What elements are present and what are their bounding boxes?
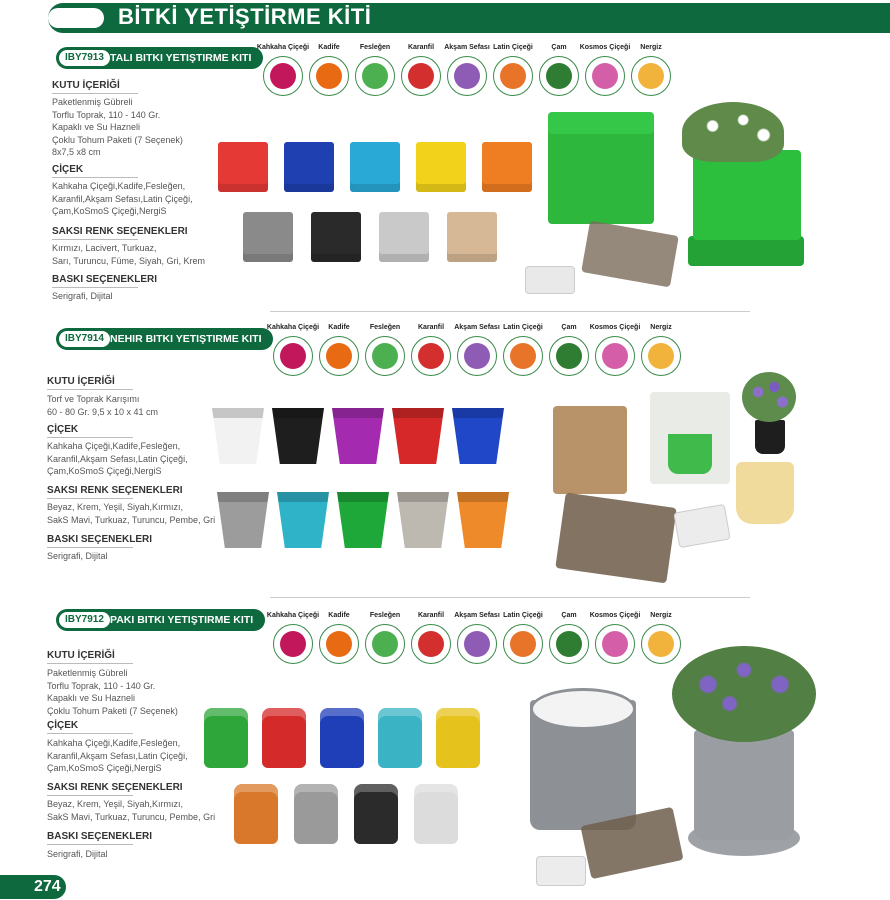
flower-label: Kahkaha Çiçeği <box>266 612 320 619</box>
product-name: NEHIR BITKI YETIŞTIRME KITI <box>110 333 262 345</box>
product-code: IBY7912 <box>59 612 110 628</box>
flower-label: Fesleğen <box>359 44 391 51</box>
pot-swatch <box>378 708 422 768</box>
seed-packet <box>673 504 730 548</box>
cicek-heading: ÇİÇEK <box>47 424 133 438</box>
section-divider <box>270 597 750 598</box>
pot-swatch <box>320 708 364 768</box>
product-badge <box>56 328 273 350</box>
flower-label: Kadife <box>328 324 350 331</box>
pot-swatch <box>217 492 269 548</box>
pot-swatch <box>243 212 293 262</box>
flower-image <box>457 624 497 664</box>
flower-label: Kosmos Çiçeği <box>589 324 641 331</box>
green-planter <box>693 150 801 240</box>
pot-tray <box>688 236 804 266</box>
flower-image <box>309 56 349 96</box>
product-badge <box>56 609 265 631</box>
flower-label: Fesleğen <box>369 324 401 331</box>
cicek-text: Kahkaha Çiçeği,Kadife,Fesleğen, Karanfil,Akşam Sefası,Latin Çiçeği, Çam,KoSmoS Çiçeği,NergiS <box>47 738 188 773</box>
baski-text: Serigrafi, Dijital <box>52 291 113 301</box>
flower-image <box>503 336 543 376</box>
pot-swatch <box>311 212 361 262</box>
pot-swatch <box>272 408 324 464</box>
pot-swatch <box>204 708 248 768</box>
flower-label: Latin Çiçeği <box>493 44 533 51</box>
section-divider <box>270 311 750 312</box>
pot-swatch <box>262 708 306 768</box>
pot-swatch <box>436 708 480 768</box>
grey-pot <box>694 730 794 840</box>
flower-label: Karanfil <box>417 612 445 619</box>
soil-bag <box>581 221 679 288</box>
pot-swatch <box>294 784 338 844</box>
cicek-heading: ÇİÇEK <box>47 720 133 734</box>
product-badge <box>56 47 263 69</box>
seed-packet <box>525 266 575 294</box>
pot-swatch <box>332 408 384 464</box>
baski-text: Serigrafi, Dijital <box>47 551 108 561</box>
flower-label: Nergiz <box>650 324 672 331</box>
flower-label: Akşam Sefası <box>454 612 500 619</box>
flower-label: Karanfil <box>407 44 435 51</box>
flower-label: Kosmos Çiçeği <box>589 612 641 619</box>
product-name: TALI BITKI YETIŞTIRME KITI <box>110 52 252 64</box>
flower-label: Latin Çiçeği <box>503 612 543 619</box>
flower-image <box>447 56 487 96</box>
pot-swatch <box>218 142 268 192</box>
flower-image <box>319 336 359 376</box>
flower-image <box>273 624 313 664</box>
flower-label: Akşam Sefası <box>444 44 490 51</box>
product-name: PAKI BITKI YETIŞTIRME KITI <box>110 614 254 626</box>
product-code: IBY7914 <box>59 331 110 347</box>
kutu-text: Paketlenmiş Gübreli Torflu Toprak, 110 - 140 Gr. Kapaklı ve Su Hazneli Çoklu Tohum Paketi (7 Seçenek) <box>47 668 178 716</box>
flower-image <box>641 624 681 664</box>
flower-label: Kahkaha Çiçeği <box>266 324 320 331</box>
purple-flowers <box>672 646 816 742</box>
saksi-text: Beyaz, Krem, Yeşil, Siyah,Kırmızı, SakS Mavi, Turkuaz, Turuncu, Pembe, Gri <box>47 799 216 822</box>
pot-swatch <box>482 142 532 192</box>
kraft-box <box>553 406 627 494</box>
saksi-text: Kırmızı, Lacivert, Turkuaz, Sarı, Turuncu, Füme, Siyah, Gri, Krem <box>52 243 206 266</box>
saksi-heading: SAKSI RENK SEÇENEKLERI <box>52 226 188 240</box>
lavender-plant <box>742 372 796 422</box>
flower-image <box>549 624 589 664</box>
flower-image <box>595 336 635 376</box>
white-flowers <box>682 102 784 162</box>
kutu-heading: KUTU İÇERİĞİ <box>47 376 133 390</box>
flower-label: Nergiz <box>640 44 662 51</box>
kutu-text: Torf ve Toprak Karışımı 60 - 80 Gr. 9,5 x 10 x 41 cm <box>47 394 159 417</box>
pot-swatch <box>234 784 278 844</box>
saksi-text: Beyaz, Krem, Yeşil, Siyah,Kırmızı, SakS Mavi, Turkuaz, Turuncu, Pembe, Gri <box>47 502 216 525</box>
cicek-text: Kahkaha Çiçeği,Kadife,Fesleğen, Karanfil,Akşam Sefası,Latin Çiçeği, Çam,KoSmoS Çiçeği,NergiS <box>52 181 193 216</box>
baski-heading: BASKI SEÇENEKLERI <box>47 831 152 845</box>
flower-image <box>319 624 359 664</box>
flower-image <box>411 624 451 664</box>
flower-image <box>365 336 405 376</box>
flower-image <box>493 56 533 96</box>
black-pot <box>755 420 785 454</box>
baski-heading: BASKI SEÇENEKLERI <box>52 274 157 288</box>
flower-label: Kosmos Çiçeği <box>579 44 631 51</box>
pot-swatch <box>337 492 389 548</box>
flower-image <box>263 56 303 96</box>
page-title: BİTKİ YETİŞTİRME KİTİ <box>118 4 372 29</box>
product-code: IBY7913 <box>59 50 110 66</box>
flower-image <box>549 336 589 376</box>
kutu-heading: KUTU İÇERİĞİ <box>52 80 138 94</box>
baski-text: Serigrafi, Dijital <box>47 849 108 859</box>
cream-pot <box>736 462 794 524</box>
banner-pill-decoration <box>48 8 104 28</box>
seed-packet <box>536 856 586 886</box>
pot-swatch <box>397 492 449 548</box>
box-pot-window <box>668 434 712 474</box>
pot-swatch <box>447 212 497 262</box>
flower-image <box>273 336 313 376</box>
flower-image <box>457 336 497 376</box>
flower-image <box>365 624 405 664</box>
pot-swatch <box>452 408 504 464</box>
flower-label: Çam <box>551 44 567 51</box>
kutu-heading: KUTU İÇERİĞİ <box>47 650 133 664</box>
cicek-text: Kahkaha Çiçeği,Kadife,Fesleğen, Karanfil,Akşam Sefası,Latin Çiçeği, Çam,KoSmoS Çiçeği,NergiS <box>47 441 188 476</box>
flower-image <box>539 56 579 96</box>
flower-label: Kahkaha Çiçeği <box>256 44 310 51</box>
flower-label: Kadife <box>328 612 350 619</box>
flower-label: Çam <box>561 324 577 331</box>
pot-swatch <box>457 492 509 548</box>
kit-box-lid <box>548 112 654 134</box>
flower-label: Akşam Sefası <box>454 324 500 331</box>
kutu-text: Paketlenmiş Gübreli Torflu Toprak, 110 - 140 Gr. Kapaklı ve Su Hazneli Çoklu Tohum Paketi (7 Seçenek) 8x7,5 x8 cm <box>52 97 183 157</box>
flower-image <box>585 56 625 96</box>
flower-label: Karanfil <box>417 324 445 331</box>
cicek-heading: ÇİÇEK <box>52 164 138 178</box>
pot-swatch <box>350 142 400 192</box>
flower-label: Çam <box>561 612 577 619</box>
pot-swatch <box>414 784 458 844</box>
pot-swatch <box>416 142 466 192</box>
canister-lid <box>530 688 636 730</box>
pot-swatch <box>277 492 329 548</box>
pot-swatch <box>379 212 429 262</box>
flower-image <box>355 56 395 96</box>
pot-swatch <box>212 408 264 464</box>
baski-heading: BASKI SEÇENEKLERI <box>47 534 152 548</box>
soil-bag <box>555 493 676 584</box>
flower-image <box>401 56 441 96</box>
flower-label: Kadife <box>318 44 340 51</box>
flower-label: Latin Çiçeği <box>503 324 543 331</box>
saksi-heading: SAKSI RENK SEÇENEKLERI <box>47 485 183 499</box>
flower-image <box>411 336 451 376</box>
flower-image <box>631 56 671 96</box>
flower-label: Fesleğen <box>369 612 401 619</box>
flower-image <box>503 624 543 664</box>
pot-swatch <box>354 784 398 844</box>
pot-swatch <box>284 142 334 192</box>
saksi-heading: SAKSI RENK SEÇENEKLERI <box>47 782 183 796</box>
flower-image <box>595 624 635 664</box>
page-number: 274 <box>0 875 66 899</box>
flower-image <box>641 336 681 376</box>
pot-swatch <box>392 408 444 464</box>
flower-label: Nergiz <box>650 612 672 619</box>
